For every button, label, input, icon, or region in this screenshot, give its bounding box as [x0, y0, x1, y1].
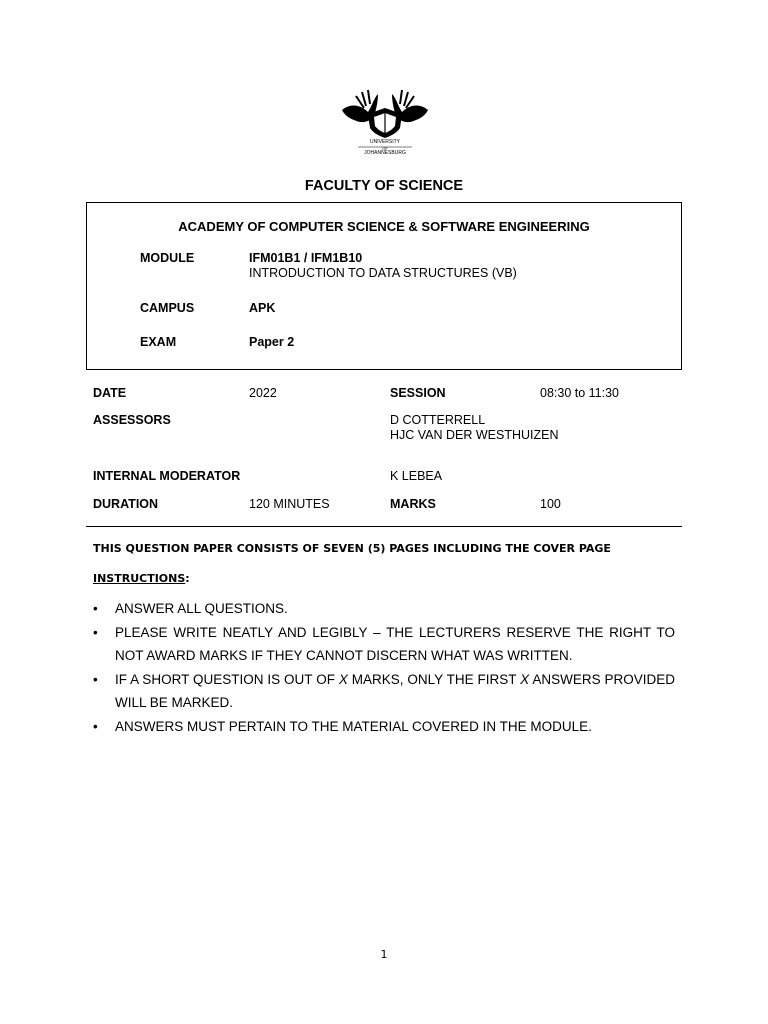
- moderator-label: INTERNAL MODERATOR: [93, 469, 241, 483]
- logo-line-2: OF: [382, 145, 388, 151]
- date-label: DATE: [93, 386, 127, 400]
- duration-label: DURATION: [93, 497, 159, 511]
- academy-title: ACADEMY OF COMPUTER SCIENCE & SOFTWARE ENGINEERING: [178, 219, 590, 234]
- session-label: SESSION: [390, 386, 446, 400]
- module-label: MODULE: [140, 251, 195, 265]
- session-value: 08:30 to 11:30: [540, 386, 620, 400]
- instructions-colon: :: [185, 572, 190, 585]
- instruction-item: • PLEASE WRITE NEATLY AND LEGIBLY – THE LECTURERS RESERVE THE RIGHT TO NOT AWARD MARKS IF THEY CANNOT DISCERN WHAT WAS WRITTEN.: [93, 621, 675, 668]
- marks-label: MARKS: [390, 497, 436, 511]
- instruction-text: IF A SHORT QUESTION IS OUT OF: [115, 671, 339, 687]
- logo-line-1: UNIVERSITY: [369, 139, 400, 145]
- campus-value: APK: [249, 301, 276, 315]
- module-code: IFM01B1 / IFM1B10: [249, 251, 363, 265]
- instruction-text: ANSWERS PROVIDED WILL BE MARKED.: [115, 671, 675, 710]
- campus-label: CAMPUS: [140, 301, 195, 315]
- duration-value: 120 MINUTES: [249, 497, 330, 511]
- instruction-text: MARKS, ONLY THE FIRST: [347, 671, 521, 687]
- instruction-item: • ANSWER ALL QUESTIONS.: [93, 597, 675, 621]
- instructions-heading-text: INSTRUCTIONS: [93, 572, 186, 585]
- marks-value: 100: [540, 497, 561, 511]
- instruction-variable: X: [338, 671, 348, 687]
- page-count-notice: THIS QUESTION PAPER CONSISTS OF SEVEN (5) PAGES INCLUDING THE COVER PAGE: [93, 542, 611, 555]
- page-number: 1: [380, 948, 388, 961]
- moderator-value: K LEBEA: [390, 469, 443, 483]
- instruction-item: • ANSWERS MUST PERTAIN TO THE MATERIAL COVERED IN THE MODULE.: [93, 715, 675, 739]
- module-name: INTRODUCTION TO DATA STRUCTURES (VB): [249, 266, 517, 280]
- instruction-variable: X: [520, 671, 530, 687]
- faculty-title: FACULTY OF SCIENCE: [304, 178, 464, 194]
- exam-value: Paper 2: [249, 335, 295, 349]
- instructions-list: [93, 597, 675, 738]
- assessor-1: D COTTERRELL: [390, 413, 486, 427]
- exam-label: EXAM: [140, 335, 177, 349]
- instruction-item: [93, 668, 675, 715]
- assessors-label: ASSESSORS: [93, 413, 171, 427]
- assessor-2: HJC VAN DER WESTHUIZEN: [390, 428, 559, 442]
- logo-line-3: JOHANNESBURG: [364, 150, 406, 156]
- university-logo: [338, 88, 432, 162]
- logo-text: [338, 140, 432, 157]
- divider: [86, 526, 682, 527]
- date-value: 2022: [249, 386, 277, 400]
- instructions-heading: [93, 572, 190, 585]
